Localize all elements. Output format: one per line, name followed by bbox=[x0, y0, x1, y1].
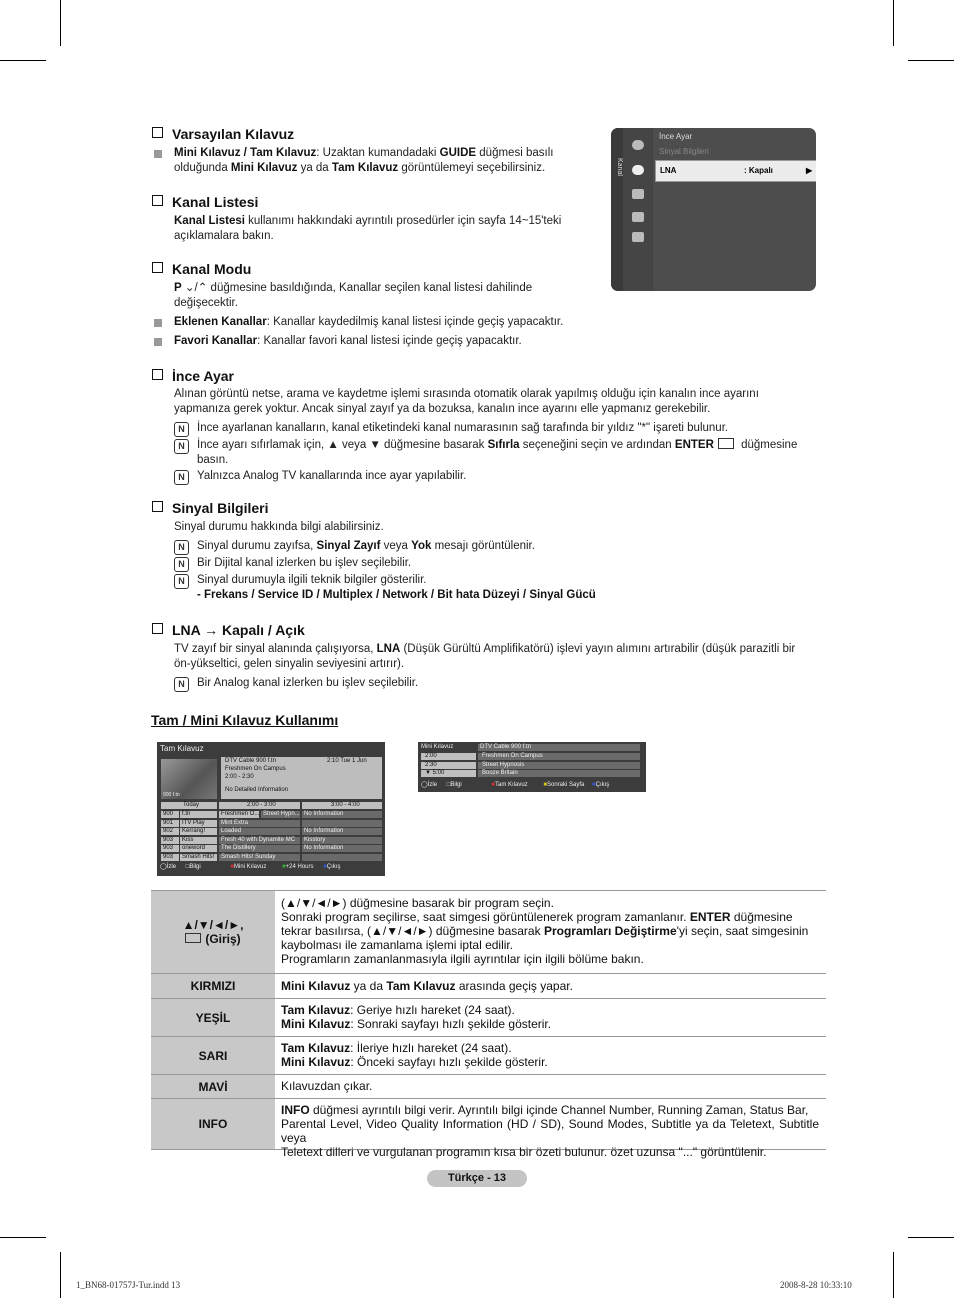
mini-program-text: Street Hypnosis bbox=[482, 761, 525, 768]
mini-channel: DTV Cable 900 f.tn bbox=[480, 744, 532, 750]
table-value: INFO düğmesi ayrıntılı bilgi verir. Ayrıntılı bilgi içinde Channel Number, Running Zaman, Status Bar, Parental Level, Video Quality Information (HD / SD), Sound Modes, Subtitle ya da Teletext, Subtitle veya Teletext dilleri ve vurgulanan programın kısa bir özeti bulunur. özet uzunsa "..." görüntülenir. bbox=[281, 1103, 819, 1159]
mini-program[interactable] bbox=[478, 762, 640, 769]
mini-time-text: ▼ 5:00 bbox=[425, 770, 445, 776]
section-heading-kanal-listesi: Kanal Listesi bbox=[152, 194, 258, 210]
guide-channel-name-text: ITV Play bbox=[182, 819, 205, 826]
channel-icon bbox=[632, 165, 644, 175]
guide-program[interactable] bbox=[219, 845, 300, 852]
guide-channel-num-text: 903 bbox=[163, 845, 174, 851]
table-key: ▲/▼/◄/►, (Giriş) bbox=[151, 891, 275, 973]
mini-time[interactable] bbox=[421, 753, 476, 760]
guide-program-text: Smash Hits! Sunday bbox=[221, 853, 276, 860]
crop-mark bbox=[893, 0, 894, 46]
table-row bbox=[151, 999, 826, 1037]
blue-button-icon: ■ bbox=[592, 782, 596, 788]
note-icon: N bbox=[174, 557, 189, 572]
red-button-icon: ■ bbox=[491, 782, 495, 788]
osd-channel-menu bbox=[611, 128, 816, 291]
sinyal-text: Sinyal durumu hakkında bilgi alabilirsiniz. bbox=[174, 521, 384, 533]
guide-channel-num-text: 900 bbox=[163, 811, 174, 817]
table-row bbox=[151, 1099, 826, 1159]
lna-text: TV zayıf bir sinyal alanında çalışıyorsa, LNA (Düşük Gürültü Amplifikatörü) işlevi yayın alımını artırabilir (düşük parazitli bir ön-yükseltici, gelen sinyalin seviyesini artırır). bbox=[174, 643, 796, 670]
crop-mark bbox=[60, 1252, 61, 1298]
table-key: MAVİ bbox=[151, 1075, 275, 1098]
varsayilan-text: Mini Kılavuz / Tam Kılavuz: Uzaktan kumandadaki GUIDE düğmesi basılı olduğunda Mini Kılavuz ya da Tam Kılavuz görüntülemeyi seçebilirsiniz. bbox=[174, 147, 554, 174]
guide-program[interactable] bbox=[302, 811, 382, 818]
guide-channel-name-text: oneword bbox=[182, 845, 206, 851]
info-time: 2:10 Tue 1 Jun bbox=[327, 758, 367, 764]
note-icon: N bbox=[174, 677, 189, 692]
table-value: Tam Kılavuz: İleriye hızlı hareket (24 saat). Mini Kılavuz: Önceki sayfayı hızlı şekilde gösterir. bbox=[281, 1041, 548, 1069]
mini-program[interactable] bbox=[478, 753, 640, 760]
info-program: Freshmen On Campus bbox=[225, 766, 286, 772]
crop-mark bbox=[908, 1237, 954, 1238]
info-icon: □ bbox=[446, 782, 451, 788]
guide-program[interactable] bbox=[302, 820, 382, 827]
info-duration: 2:00 - 2:30 bbox=[225, 774, 254, 780]
osd-item-sinyal-bilgileri[interactable]: Sinyal Bilgileri bbox=[659, 147, 709, 156]
section-heading-ince-ayar: İnce Ayar bbox=[152, 368, 234, 384]
section-heading-kanal-modu: Kanal Modu bbox=[152, 261, 251, 277]
crop-mark bbox=[893, 1252, 894, 1298]
guide-channel-num-text: 901 bbox=[163, 819, 174, 826]
slot1-label: 2:00 - 3:00 bbox=[247, 802, 276, 808]
mini-time-text: 2:30 bbox=[425, 761, 437, 768]
guide-program-text: The Distillery bbox=[221, 845, 256, 851]
table-key: SARI bbox=[151, 1037, 275, 1074]
mini-program-text: Freshmen On Campus bbox=[482, 753, 543, 759]
blue-button-icon: ■ bbox=[323, 864, 327, 870]
chevron-down-icon: ⌄ bbox=[184, 282, 195, 294]
table-row bbox=[151, 1075, 826, 1099]
table-row bbox=[151, 974, 826, 999]
page-number-badge: Türkçe - 13 bbox=[427, 1170, 527, 1187]
guide-program[interactable] bbox=[219, 828, 300, 835]
table-value: Kılavuzdan çıkar. bbox=[281, 1079, 373, 1093]
footer-date: 2008-8-28 10:33:10 bbox=[780, 1280, 852, 1290]
guide-program-text: Kisstory bbox=[304, 836, 326, 843]
watch-icon: ◯ bbox=[421, 782, 428, 788]
ince-ayar-note-3: Yalnızca Analog TV kanallarında ince ayar yapılabilir. bbox=[197, 470, 467, 482]
mini-program[interactable] bbox=[478, 770, 640, 777]
footer-file: 1_BN68-01757J-Tur.indd 13 bbox=[76, 1280, 181, 1290]
kanal-listesi-text: Kanal Listesi kullanımı hakkındaki ayrıntılı prosedürler için sayfa 14~15'teki açıklamalara bakın. bbox=[174, 215, 562, 242]
mini-program-text: Booze Britain bbox=[482, 770, 518, 776]
mini-time[interactable] bbox=[421, 770, 476, 777]
enter-icon bbox=[718, 438, 734, 449]
enter-icon bbox=[185, 933, 201, 943]
green-button-icon: ■ bbox=[282, 864, 286, 870]
crop-mark bbox=[0, 1237, 46, 1238]
setup-gear-icon bbox=[632, 189, 644, 199]
guide-channel-name[interactable] bbox=[180, 811, 217, 818]
osd-icon-column bbox=[623, 128, 653, 291]
bullet bbox=[154, 338, 162, 346]
guide-program[interactable] bbox=[219, 837, 300, 844]
note-icon: N bbox=[174, 422, 189, 437]
full-guide-footer: ◯İzle □Bilgi ■Mini Kılavuz ■+24 Hours ■Çıkış bbox=[160, 864, 341, 870]
ince-ayar-text: Alınan görüntü netse, arama ve kaydetme işlemi sırasında otomatik olarak yapılmış olduğu için kanalın ince ayarını yapmanıza gerek yoktur. Ancak sinyal zayıf ya da bozuksa, kanalın ince ayarını elle yapmanız gerekebilir. bbox=[174, 388, 759, 415]
mini-time-text: 2:00 bbox=[425, 753, 437, 759]
guide-channel-num[interactable] bbox=[161, 854, 179, 861]
crop-mark bbox=[908, 60, 954, 61]
section-heading-varsayilan: Varsayılan Kılavuz bbox=[152, 126, 294, 142]
guide-program[interactable] bbox=[219, 811, 259, 818]
ince-ayar-note-1: İnce ayarlanan kanalların, kanal etiketindeki kanal numarasının sağ tarafında bir yıldız "*" işareti bulunur. bbox=[197, 422, 729, 434]
table-row bbox=[151, 891, 826, 974]
guide-channel-num[interactable] bbox=[161, 837, 179, 844]
today-label: Today bbox=[183, 802, 200, 808]
kanal-modu-text: P ⌄/⌃ düğmesine basıldığında, Kanallar seçilen kanal listesi dahilinde değişecektir. bbox=[174, 282, 533, 309]
guide-program[interactable] bbox=[302, 837, 382, 844]
osd-side-bar bbox=[611, 128, 623, 291]
note-icon: N bbox=[174, 439, 189, 454]
guide-channel-num[interactable] bbox=[161, 820, 179, 827]
lna-note-1: Bir Analog kanal izlerken bu işlev seçilebilir. bbox=[197, 677, 419, 689]
info-channel: DTV Cable 900 f.tn bbox=[225, 758, 277, 764]
table-value: (▲/▼/◄/►) düğmesine basarak bir program seçin. Sonraki program seçilirse, saat simgesi görüntülenerek program zamanlanır. ENTER düğmesine tekrar basılırsa, (▲/▼/◄/►) düğmesine basarak Programları Değiştirme'yi seçin, saat simgesinin kaybolması ile zamanlama işlemi iptal edilir. Programların zamanlanmasıyla ilgili ayrıntılar için ilgili bölüme bakın. bbox=[281, 896, 809, 966]
bullet bbox=[154, 150, 162, 158]
guide-program[interactable] bbox=[302, 828, 382, 835]
guide-channel-name[interactable] bbox=[180, 845, 217, 852]
chevron-up-icon: ⌃ bbox=[197, 282, 208, 294]
kanal-modu-bullet-2: Favori Kanallar: Kanallar favori kanal listesi içinde geçiş yapacaktır. bbox=[174, 335, 522, 347]
guide-channel-name[interactable] bbox=[180, 837, 217, 844]
guide-channel-name-text: Smash Hits! bbox=[182, 853, 215, 860]
osd-item-ince-ayar[interactable]: İnce Ayar bbox=[659, 132, 693, 141]
guide-program-text: Fresh 40 with Dynamite MC bbox=[221, 836, 296, 843]
bullet bbox=[154, 319, 162, 327]
yellow-button-icon: ■ bbox=[543, 782, 547, 788]
guide-program[interactable] bbox=[219, 854, 300, 861]
note-icon: N bbox=[174, 574, 189, 589]
guide-channel-name[interactable] bbox=[180, 828, 217, 835]
guide-channel-num[interactable] bbox=[161, 828, 179, 835]
guide-channel-num-text: 903 bbox=[163, 853, 174, 860]
table-row bbox=[151, 1037, 826, 1075]
guide-program-text: No Information bbox=[304, 828, 344, 834]
table-value: Mini Kılavuz ya da Tam Kılavuz arasında geçiş yapar. bbox=[281, 979, 573, 993]
guide-program[interactable] bbox=[302, 845, 382, 852]
sinyal-note-3: Sinyal durumuyla ilgili teknik bilgiler gösterilir. - Frekans / Service ID / Multiplex / Network / Bit hata Düzeyi / Sinyal Gücü bbox=[197, 574, 596, 601]
osd-item-lna-selected[interactable]: LNA : Kapalı ▶ bbox=[655, 160, 816, 182]
mini-guide-title: Mini Kılavuz bbox=[421, 744, 454, 750]
guide-channel-name-text: Kerrang! bbox=[182, 828, 206, 834]
picture-icon bbox=[632, 140, 644, 150]
guide-program[interactable] bbox=[261, 811, 300, 818]
guide-channel-name-text: f.tn bbox=[182, 811, 191, 817]
ince-ayar-note-2: İnce ayarı sıfırlamak için, ▲ veya ▼ düğmesine basarak Sıfırla seçeneğini seçin ve ardından ENTER düğmesine basın. bbox=[197, 439, 798, 466]
guide-channel-name[interactable] bbox=[180, 820, 217, 827]
info-detail: No Detailed Information bbox=[225, 787, 289, 793]
guide-program-text: Mint Extra bbox=[221, 819, 249, 826]
slot2-label: 3:00 - 4:00 bbox=[331, 802, 360, 808]
section-heading-sinyal: Sinyal Bilgileri bbox=[152, 500, 268, 516]
info-icon: □ bbox=[185, 864, 190, 870]
kanal-modu-bullet-1: Eklenen Kanallar: Kanallar kaydedilmiş kanal listesi içinde geçiş yapacaktır. bbox=[174, 316, 564, 328]
mini-guide-footer: ◯İzle □Bilgi ■Tam Kılavuz ■Sonraki Sayfa ■Çıkış bbox=[421, 782, 610, 788]
guide-channel-num[interactable] bbox=[161, 845, 179, 852]
mini-time[interactable] bbox=[421, 762, 476, 769]
table-key: YEŞİL bbox=[151, 999, 275, 1036]
table-value: Tam Kılavuz: Geriye hızlı hareket (24 saat). Mini Kılavuz: Sonraki sayfayı hızlı şekilde gösterir. bbox=[281, 1003, 552, 1031]
application-icon bbox=[632, 232, 644, 242]
section-heading-lna: LNA → Kapalı / Açık bbox=[152, 622, 305, 638]
guide-program-text: No Information bbox=[304, 845, 344, 851]
red-button-icon: ■ bbox=[230, 864, 234, 870]
table-key: INFO bbox=[151, 1099, 275, 1149]
crop-mark bbox=[60, 0, 61, 46]
guide-program[interactable] bbox=[219, 820, 300, 827]
input-icon bbox=[632, 212, 644, 222]
guide-channel-name-text: Kiss bbox=[182, 836, 194, 843]
guide-channel-num-text: 903 bbox=[163, 836, 174, 843]
guide-program-text: Freshmen O... bbox=[221, 811, 260, 817]
preview-channel: 900 f.tn bbox=[163, 792, 180, 798]
note-icon: N bbox=[174, 470, 189, 485]
full-guide-screenshot bbox=[157, 742, 385, 876]
table-key: KIRMIZI bbox=[151, 974, 275, 998]
full-guide-title: Tam Kılavuz bbox=[160, 744, 204, 753]
button-function-table bbox=[151, 890, 826, 1159]
watch-icon: ◯ bbox=[160, 864, 167, 870]
crop-mark bbox=[0, 60, 46, 61]
arrow-right-icon: ▶ bbox=[806, 166, 813, 175]
guide-channel-name[interactable] bbox=[180, 854, 217, 861]
sinyal-note-1: Sinyal durumu zayıfsa, Sinyal Zayıf veya Yok mesajı görüntülenir. bbox=[197, 540, 535, 552]
guide-program-text: Street Hypn... bbox=[263, 811, 300, 817]
osd-side-label: Kanal bbox=[616, 158, 623, 176]
guide-channel-num-text: 902 bbox=[163, 828, 174, 834]
guide-program[interactable] bbox=[302, 854, 382, 861]
guide-heading: Tam / Mini Kılavuz Kullanımı bbox=[151, 712, 339, 728]
guide-program-text: Loaded bbox=[221, 828, 242, 834]
note-icon: N bbox=[174, 540, 189, 555]
mini-guide-screenshot bbox=[418, 742, 646, 792]
guide-program-text: No Information bbox=[304, 811, 344, 817]
guide-channel-num[interactable] bbox=[161, 811, 179, 818]
sinyal-note-2: Bir Dijital kanal izlerken bu işlev seçilebilir. bbox=[197, 557, 412, 569]
